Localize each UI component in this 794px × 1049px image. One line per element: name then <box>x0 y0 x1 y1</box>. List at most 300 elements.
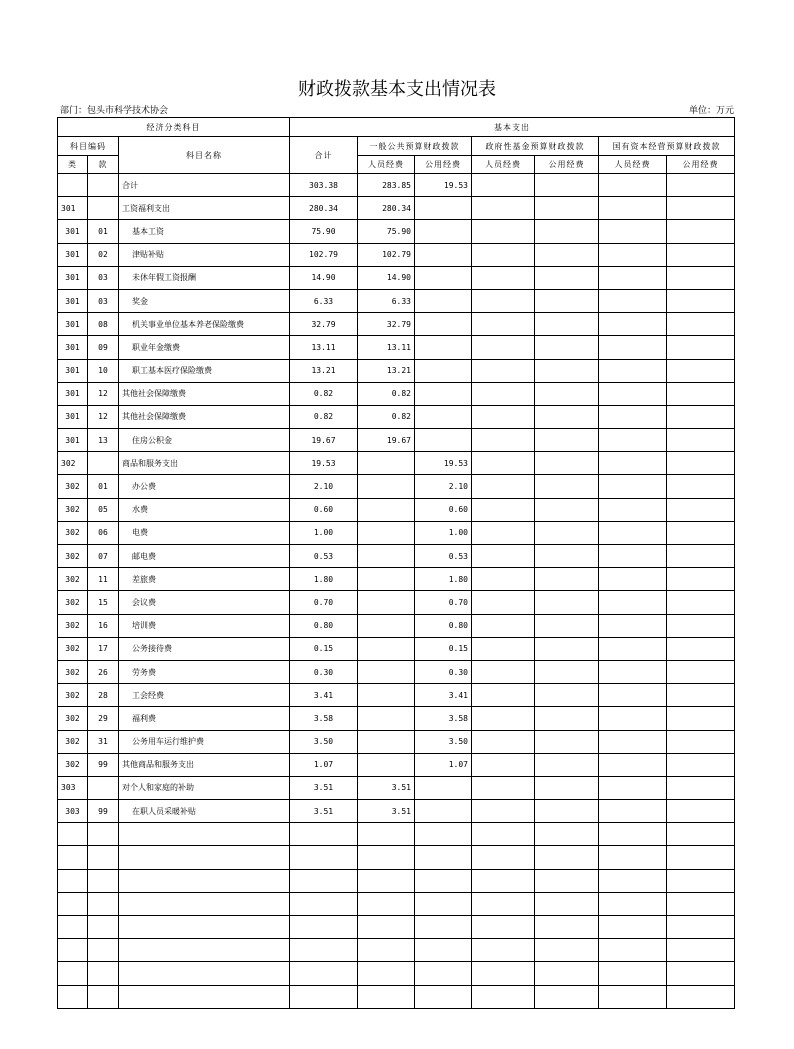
general-public-cell: 0.80 <box>415 614 472 637</box>
state-capital-public-cell <box>667 591 735 614</box>
gov-fund-public-cell <box>535 521 599 544</box>
general-personnel-cell <box>358 637 415 660</box>
state-capital-public-cell <box>667 475 735 498</box>
general-public-cell: 1.00 <box>415 521 472 544</box>
state-capital-public-cell <box>667 313 735 336</box>
empty-row <box>58 869 735 892</box>
empty-cell <box>119 939 290 962</box>
subject-class-cell: 302 <box>58 707 88 730</box>
empty-row <box>58 892 735 915</box>
empty-cell <box>599 869 667 892</box>
total-cell: 280.34 <box>290 197 358 220</box>
general-personnel-cell <box>358 753 415 776</box>
empty-cell <box>119 846 290 869</box>
subject-name-cell: 机关事业单位基本养老保险缴费 <box>119 313 290 336</box>
table-row <box>58 637 735 660</box>
subject-name-cell: 办公费 <box>119 475 290 498</box>
subject-item-cell: 11 <box>88 568 119 591</box>
subject-item-cell: 99 <box>88 800 119 823</box>
gov-fund-public-cell <box>535 382 599 405</box>
empty-cell <box>667 846 735 869</box>
gov-fund-personnel-cell <box>472 313 535 336</box>
empty-cell <box>358 916 415 939</box>
empty-row <box>58 962 735 985</box>
subject-name-cell: 住房公积金 <box>119 429 290 452</box>
empty-cell <box>88 939 119 962</box>
gov-fund-personnel-cell <box>472 382 535 405</box>
table-row <box>58 382 735 405</box>
general-personnel-cell: 32.79 <box>358 313 415 336</box>
subject-class-cell: 301 <box>58 429 88 452</box>
state-capital-public-cell <box>667 174 735 197</box>
table-row <box>58 336 735 359</box>
gov-fund-public-cell <box>535 684 599 707</box>
general-personnel-cell <box>358 707 415 730</box>
general-public-cell <box>415 313 472 336</box>
general-public-cell: 3.41 <box>415 684 472 707</box>
state-capital-personnel-cell <box>599 776 667 799</box>
state-capital-public-cell <box>667 521 735 544</box>
subject-class-cell: 301 <box>58 197 88 220</box>
table-row <box>58 405 735 428</box>
empty-cell <box>358 892 415 915</box>
state-capital-personnel-cell <box>599 243 667 266</box>
general-personnel-cell <box>358 614 415 637</box>
general-personnel-cell: 3.51 <box>358 800 415 823</box>
empty-cell <box>119 962 290 985</box>
subject-name-cell: 工资福利支出 <box>119 197 290 220</box>
state-capital-public-cell <box>667 800 735 823</box>
table-row <box>58 475 735 498</box>
empty-cell <box>535 985 599 1008</box>
empty-cell <box>472 892 535 915</box>
state-capital-public-cell <box>667 660 735 683</box>
gov-fund-public-cell <box>535 405 599 428</box>
empty-cell <box>58 962 88 985</box>
state-capital-personnel-cell <box>599 730 667 753</box>
total-cell: 3.50 <box>290 730 358 753</box>
empty-cell <box>535 892 599 915</box>
subject-item-cell: 06 <box>88 521 119 544</box>
empty-cell <box>58 823 88 846</box>
empty-cell <box>472 939 535 962</box>
empty-cell <box>58 869 88 892</box>
table-row <box>58 174 735 197</box>
empty-cell <box>535 962 599 985</box>
subject-item-cell: 03 <box>88 266 119 289</box>
state-capital-public-cell <box>667 405 735 428</box>
empty-cell <box>535 869 599 892</box>
subject-name-cell: 培训费 <box>119 614 290 637</box>
empty-cell <box>667 823 735 846</box>
gov-fund-personnel-cell <box>472 591 535 614</box>
subject-item-cell <box>88 452 119 475</box>
header-total: 合计 <box>290 137 358 174</box>
subject-class-cell: 302 <box>58 475 88 498</box>
subject-item-cell: 31 <box>88 730 119 753</box>
total-cell: 303.38 <box>290 174 358 197</box>
empty-cell <box>88 916 119 939</box>
gov-fund-public-cell <box>535 614 599 637</box>
empty-cell <box>290 846 358 869</box>
general-public-cell <box>415 429 472 452</box>
empty-cell <box>119 985 290 1008</box>
gov-fund-personnel-cell <box>472 498 535 521</box>
empty-cell <box>667 916 735 939</box>
general-personnel-cell <box>358 545 415 568</box>
gov-fund-personnel-cell <box>472 174 535 197</box>
empty-cell <box>667 962 735 985</box>
header-personnel-gov-fund: 人员经费 <box>472 156 535 174</box>
subject-name-cell: 职业年金缴费 <box>119 336 290 359</box>
state-capital-personnel-cell <box>599 220 667 243</box>
empty-cell <box>119 892 290 915</box>
subject-name-cell: 会议费 <box>119 591 290 614</box>
general-personnel-cell <box>358 498 415 521</box>
subject-name-cell: 福利费 <box>119 707 290 730</box>
subject-item-cell: 01 <box>88 220 119 243</box>
empty-row <box>58 939 735 962</box>
empty-cell <box>358 985 415 1008</box>
table-row <box>58 545 735 568</box>
state-capital-public-cell <box>667 776 735 799</box>
general-public-cell: 0.30 <box>415 660 472 683</box>
subject-class-cell: 302 <box>58 637 88 660</box>
header-state-capital: 国有资本经营预算财政拨款 <box>599 137 735 156</box>
table-row <box>58 660 735 683</box>
empty-cell <box>472 916 535 939</box>
general-public-cell <box>415 220 472 243</box>
subject-item-cell <box>88 197 119 220</box>
empty-cell <box>290 985 358 1008</box>
subject-name-cell: 工会经费 <box>119 684 290 707</box>
empty-cell <box>58 916 88 939</box>
empty-row <box>58 823 735 846</box>
empty-cell <box>358 869 415 892</box>
gov-fund-public-cell <box>535 336 599 359</box>
general-public-cell <box>415 336 472 359</box>
total-cell: 13.21 <box>290 359 358 382</box>
state-capital-personnel-cell <box>599 521 667 544</box>
gov-fund-personnel-cell <box>472 684 535 707</box>
state-capital-personnel-cell <box>599 568 667 591</box>
header-public-general: 公用经费 <box>415 156 472 174</box>
state-capital-public-cell <box>667 382 735 405</box>
total-cell: 0.82 <box>290 405 358 428</box>
subject-name-cell: 津贴补贴 <box>119 243 290 266</box>
subject-item-cell: 07 <box>88 545 119 568</box>
empty-cell <box>667 892 735 915</box>
gov-fund-personnel-cell <box>472 475 535 498</box>
state-capital-personnel-cell <box>599 545 667 568</box>
general-public-cell: 3.50 <box>415 730 472 753</box>
empty-row <box>58 916 735 939</box>
state-capital-personnel-cell <box>599 313 667 336</box>
subject-item-cell: 29 <box>88 707 119 730</box>
general-personnel-cell <box>358 475 415 498</box>
empty-row <box>58 846 735 869</box>
general-public-cell <box>415 243 472 266</box>
general-personnel-cell: 102.79 <box>358 243 415 266</box>
subject-item-cell: 01 <box>88 475 119 498</box>
subject-item-cell: 09 <box>88 336 119 359</box>
state-capital-public-cell <box>667 730 735 753</box>
subject-class-cell: 301 <box>58 336 88 359</box>
gov-fund-personnel-cell <box>472 405 535 428</box>
gov-fund-personnel-cell <box>472 545 535 568</box>
subject-class-cell: 301 <box>58 289 88 312</box>
general-public-cell: 2.10 <box>415 475 472 498</box>
general-personnel-cell: 280.34 <box>358 197 415 220</box>
subject-class-cell: 301 <box>58 220 88 243</box>
subject-name-cell: 未休年假工资报酬 <box>119 266 290 289</box>
general-personnel-cell <box>358 591 415 614</box>
subject-class-cell: 302 <box>58 591 88 614</box>
total-cell: 13.11 <box>290 336 358 359</box>
subject-name-cell: 商品和服务支出 <box>119 452 290 475</box>
subject-item-cell: 28 <box>88 684 119 707</box>
department-label: 部门：包头市科学技术协会 <box>60 106 169 116</box>
subject-item-cell: 10 <box>88 359 119 382</box>
state-capital-personnel-cell <box>599 498 667 521</box>
state-capital-personnel-cell <box>599 684 667 707</box>
subject-item-cell: 02 <box>88 243 119 266</box>
subject-item-cell <box>88 776 119 799</box>
subject-class-cell: 302 <box>58 614 88 637</box>
header-econ-class: 经济分类科目 <box>58 118 290 137</box>
empty-cell <box>599 846 667 869</box>
table-row <box>58 452 735 475</box>
subject-name-cell: 其他社会保障缴费 <box>119 382 290 405</box>
gov-fund-personnel-cell <box>472 637 535 660</box>
general-personnel-cell: 13.21 <box>358 359 415 382</box>
total-cell: 102.79 <box>290 243 358 266</box>
state-capital-personnel-cell <box>599 800 667 823</box>
state-capital-personnel-cell <box>599 475 667 498</box>
gov-fund-public-cell <box>535 359 599 382</box>
general-public-cell <box>415 266 472 289</box>
empty-cell <box>472 846 535 869</box>
subject-name-cell: 职工基本医疗保险缴费 <box>119 359 290 382</box>
general-personnel-cell: 283.85 <box>358 174 415 197</box>
state-capital-public-cell <box>667 614 735 637</box>
table-row <box>58 289 735 312</box>
general-public-cell: 19.53 <box>415 174 472 197</box>
total-cell: 0.60 <box>290 498 358 521</box>
gov-fund-public-cell <box>535 660 599 683</box>
table-row <box>58 197 735 220</box>
subject-class-cell: 301 <box>58 266 88 289</box>
subject-class-cell: 301 <box>58 313 88 336</box>
header-personnel-state-capital: 人员经费 <box>599 156 667 174</box>
empty-cell <box>599 962 667 985</box>
header-subject-name: 科目名称 <box>119 137 290 174</box>
empty-cell <box>472 823 535 846</box>
state-capital-personnel-cell <box>599 289 667 312</box>
total-cell: 3.51 <box>290 800 358 823</box>
table-row <box>58 429 735 452</box>
total-cell: 1.80 <box>290 568 358 591</box>
gov-fund-public-cell <box>535 776 599 799</box>
general-public-cell <box>415 197 472 220</box>
gov-fund-public-cell <box>535 289 599 312</box>
subject-name-cell: 电费 <box>119 521 290 544</box>
empty-cell <box>290 962 358 985</box>
empty-cell <box>415 962 472 985</box>
empty-cell <box>119 916 290 939</box>
empty-cell <box>415 916 472 939</box>
subject-item-cell: 16 <box>88 614 119 637</box>
subject-name-cell: 邮电费 <box>119 545 290 568</box>
gov-fund-public-cell <box>535 197 599 220</box>
total-cell: 3.51 <box>290 776 358 799</box>
gov-fund-personnel-cell <box>472 243 535 266</box>
general-personnel-cell <box>358 730 415 753</box>
subject-class-cell: 302 <box>58 521 88 544</box>
table-row <box>58 220 735 243</box>
state-capital-personnel-cell <box>599 174 667 197</box>
general-personnel-cell: 13.11 <box>358 336 415 359</box>
total-cell: 3.41 <box>290 684 358 707</box>
empty-cell <box>599 916 667 939</box>
empty-cell <box>535 846 599 869</box>
empty-cell <box>290 939 358 962</box>
subject-name-cell: 水费 <box>119 498 290 521</box>
table-row <box>58 730 735 753</box>
empty-cell <box>599 823 667 846</box>
state-capital-personnel-cell <box>599 197 667 220</box>
gov-fund-public-cell <box>535 452 599 475</box>
general-public-cell <box>415 382 472 405</box>
empty-cell <box>88 846 119 869</box>
gov-fund-public-cell <box>535 591 599 614</box>
subject-item-cell: 08 <box>88 313 119 336</box>
state-capital-public-cell <box>667 684 735 707</box>
total-cell: 19.53 <box>290 452 358 475</box>
table-row <box>58 498 735 521</box>
gov-fund-personnel-cell <box>472 800 535 823</box>
table-row <box>58 243 735 266</box>
gov-fund-personnel-cell <box>472 568 535 591</box>
table-row <box>58 359 735 382</box>
state-capital-personnel-cell <box>599 266 667 289</box>
state-capital-public-cell <box>667 197 735 220</box>
empty-cell <box>599 892 667 915</box>
gov-fund-public-cell <box>535 220 599 243</box>
empty-cell <box>415 939 472 962</box>
table-row <box>58 266 735 289</box>
subject-name-cell: 公务用车运行维护费 <box>119 730 290 753</box>
empty-cell <box>667 939 735 962</box>
subject-name-cell: 合计 <box>119 174 290 197</box>
empty-cell <box>472 985 535 1008</box>
subject-class-cell: 301 <box>58 359 88 382</box>
subject-item-cell: 15 <box>88 591 119 614</box>
state-capital-personnel-cell <box>599 429 667 452</box>
state-capital-public-cell <box>667 266 735 289</box>
total-cell: 2.10 <box>290 475 358 498</box>
subject-item-cell: 05 <box>88 498 119 521</box>
subject-class-cell: 302 <box>58 684 88 707</box>
subject-name-cell: 其他社会保障缴费 <box>119 405 290 428</box>
total-cell: 14.90 <box>290 266 358 289</box>
general-personnel-cell: 19.67 <box>358 429 415 452</box>
subject-item-cell: 26 <box>88 660 119 683</box>
gov-fund-personnel-cell <box>472 707 535 730</box>
empty-cell <box>599 985 667 1008</box>
gov-fund-personnel-cell <box>472 660 535 683</box>
state-capital-personnel-cell <box>599 359 667 382</box>
subject-name-cell: 公务接待费 <box>119 637 290 660</box>
gov-fund-public-cell <box>535 545 599 568</box>
general-public-cell: 0.15 <box>415 637 472 660</box>
general-personnel-cell: 75.90 <box>358 220 415 243</box>
general-public-cell <box>415 405 472 428</box>
gov-fund-public-cell <box>535 568 599 591</box>
table-row <box>58 313 735 336</box>
total-cell: 3.58 <box>290 707 358 730</box>
empty-row <box>58 985 735 1008</box>
total-cell: 1.00 <box>290 521 358 544</box>
total-cell: 75.90 <box>290 220 358 243</box>
empty-cell <box>667 985 735 1008</box>
subject-name-cell: 基本工资 <box>119 220 290 243</box>
state-capital-public-cell <box>667 429 735 452</box>
subject-class-cell: 301 <box>58 405 88 428</box>
empty-cell <box>119 823 290 846</box>
total-cell: 0.82 <box>290 382 358 405</box>
subject-item-cell: 03 <box>88 289 119 312</box>
gov-fund-personnel-cell <box>472 336 535 359</box>
gov-fund-public-cell <box>535 313 599 336</box>
state-capital-public-cell <box>667 336 735 359</box>
header-item: 款 <box>88 156 119 174</box>
subject-name-cell: 其他商品和服务支出 <box>119 753 290 776</box>
header-class: 类 <box>58 156 88 174</box>
subject-class-cell: 302 <box>58 753 88 776</box>
general-personnel-cell: 6.33 <box>358 289 415 312</box>
state-capital-personnel-cell <box>599 405 667 428</box>
subject-name-cell: 在职人员采暖补贴 <box>119 800 290 823</box>
state-capital-public-cell <box>667 243 735 266</box>
gov-fund-personnel-cell <box>472 266 535 289</box>
gov-fund-personnel-cell <box>472 776 535 799</box>
state-capital-public-cell <box>667 545 735 568</box>
gov-fund-personnel-cell <box>472 521 535 544</box>
header-public-gov-fund: 公用经费 <box>535 156 599 174</box>
state-capital-personnel-cell <box>599 637 667 660</box>
general-public-cell: 19.53 <box>415 452 472 475</box>
subject-class-cell: 302 <box>58 452 88 475</box>
empty-cell <box>290 916 358 939</box>
gov-fund-personnel-cell <box>472 197 535 220</box>
total-cell: 0.70 <box>290 591 358 614</box>
table-row <box>58 568 735 591</box>
subject-class-cell: 302 <box>58 730 88 753</box>
subject-class-cell <box>58 174 88 197</box>
empty-cell <box>88 962 119 985</box>
total-cell: 32.79 <box>290 313 358 336</box>
table-row <box>58 800 735 823</box>
empty-cell <box>415 869 472 892</box>
gov-fund-personnel-cell <box>472 289 535 312</box>
empty-cell <box>415 846 472 869</box>
empty-cell <box>535 939 599 962</box>
empty-cell <box>88 892 119 915</box>
gov-fund-public-cell <box>535 475 599 498</box>
empty-cell <box>472 962 535 985</box>
table-row <box>58 614 735 637</box>
